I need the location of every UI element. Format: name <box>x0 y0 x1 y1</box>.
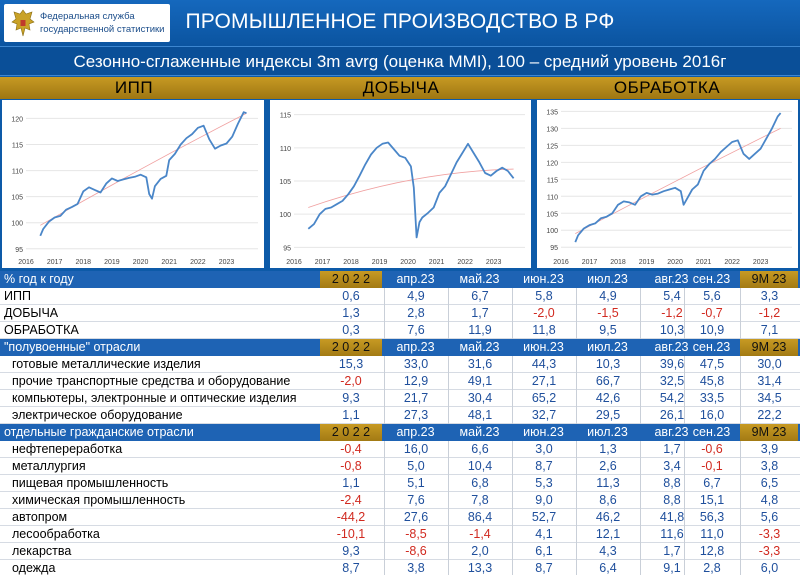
table-cell: -1,5 <box>576 305 639 322</box>
table-cell: 2,8 <box>684 560 739 575</box>
x-tick-label: 2023 <box>752 259 769 266</box>
table-row <box>0 458 800 475</box>
column-header: авг.23 <box>654 272 689 286</box>
table-group-header <box>0 339 800 356</box>
y-tick-label: 105 <box>279 179 291 186</box>
table-group-header <box>0 424 800 441</box>
table-cell: 10,9 <box>684 322 739 339</box>
table-cell: 4,9 <box>384 288 447 305</box>
table-cell: 4,3 <box>576 543 639 560</box>
row-label: ОБРАБОТКА <box>4 323 79 337</box>
table-cell: 11,8 <box>512 322 575 339</box>
table-cell: 7,6 <box>384 492 447 509</box>
row-label: компьютеры, электронные и оптические изделия <box>12 391 297 405</box>
y-tick-label: 95 <box>283 245 291 253</box>
logo-text-line2: государственной статистики <box>40 24 165 35</box>
rosstat-logo <box>4 4 170 42</box>
table-row <box>0 509 800 526</box>
table-cell: 1,7 <box>448 305 511 322</box>
column-header: май.23 <box>459 425 500 439</box>
table-cell: 6,0 <box>740 560 798 575</box>
row-label: электрическое оборудование <box>12 408 183 422</box>
column-header: авг.23 <box>654 425 689 439</box>
y-tick-label: 100 <box>279 212 291 220</box>
x-tick-label: 2023 <box>485 259 502 266</box>
table-cell: 39,6 <box>640 356 703 373</box>
table-cell: 6,4 <box>576 560 639 575</box>
table-cell: 11,0 <box>684 526 739 543</box>
table-cell: 6,1 <box>512 543 575 560</box>
chart-mining <box>270 100 531 268</box>
table-cell: -2,0 <box>512 305 575 322</box>
table-cell: 12,8 <box>684 543 739 560</box>
table-row <box>0 441 800 458</box>
table-cell: 6,7 <box>448 288 511 305</box>
table-cell: 13,3 <box>448 560 511 575</box>
column-header: июн.23 <box>523 425 564 439</box>
x-tick-label: 2018 <box>610 259 626 266</box>
y-tick-label: 115 <box>546 177 558 185</box>
table-cell: 10,3 <box>576 356 639 373</box>
table-cell: 0,6 <box>342 289 360 303</box>
table-cell: 9,3 <box>342 544 360 558</box>
table-cell: 6,6 <box>448 441 511 458</box>
row-label: готовые металлические изделия <box>12 357 201 371</box>
table-row <box>0 390 800 407</box>
row-label: ДОБЫЧА <box>4 306 59 320</box>
table-cell: 45,8 <box>684 373 739 390</box>
table-row <box>0 305 800 322</box>
eagle-emblem-icon <box>10 8 36 38</box>
table-cell: 16,0 <box>684 407 739 424</box>
trend-line <box>308 169 513 207</box>
x-tick-label: 2022 <box>457 259 473 266</box>
column-header: июн.23 <box>523 340 564 354</box>
table-cell: 66,7 <box>576 373 639 390</box>
table-cell: 4,9 <box>576 288 639 305</box>
x-tick-label: 2017 <box>46 259 63 266</box>
table-cell: 15,3 <box>338 357 364 371</box>
table-cell: 10,4 <box>448 458 511 475</box>
y-tick-label: 120 <box>546 160 558 168</box>
table-cell: 1,1 <box>342 408 360 422</box>
row-label: ИПП <box>4 289 31 303</box>
table-cell: 8,7 <box>342 561 360 575</box>
x-tick-label: 2016 <box>286 259 302 266</box>
table-cell: 42,6 <box>576 390 639 407</box>
x-tick-label: 2019 <box>371 259 388 266</box>
x-tick-label: 2018 <box>75 259 92 266</box>
table-cell: 1,3 <box>576 441 639 458</box>
table-cell: 1,3 <box>342 306 360 320</box>
table-cell: -3,3 <box>740 526 798 543</box>
table-cell: 44,3 <box>512 356 575 373</box>
table-cell: 5,1 <box>384 475 447 492</box>
column-header: май.23 <box>459 340 500 354</box>
column-header: сен.23 <box>692 340 731 354</box>
table-cell: 41,8 <box>640 509 703 526</box>
page-subtitle: Сезонно-сглаженные индексы 3m avrg (оценка MMI), 100 – средний уровень 2016г <box>73 52 727 71</box>
series-line <box>308 143 513 238</box>
table-cell: 27,3 <box>384 407 447 424</box>
x-tick-label: 2019 <box>104 259 120 266</box>
table-cell: 0,3 <box>342 323 360 337</box>
column-header: июл.23 <box>587 425 628 439</box>
table-cell: 12,1 <box>576 526 639 543</box>
table-cell: 8,8 <box>640 475 703 492</box>
table-cell: 86,4 <box>448 509 511 526</box>
table-cell: 11,3 <box>576 475 639 492</box>
table-cell: -0,4 <box>340 442 362 456</box>
table-cell: 2,0 <box>448 543 511 560</box>
table-cell: -0,6 <box>684 441 739 458</box>
table-cell: 6,5 <box>740 475 798 492</box>
table-row <box>0 288 800 305</box>
row-label: прочие транспортные средства и оборудование <box>12 374 291 388</box>
x-tick-label: 2016 <box>18 259 34 266</box>
chart-manufacturing <box>537 100 798 268</box>
table-cell: 3,8 <box>384 560 447 575</box>
chart-ipp <box>2 100 264 268</box>
table-cell: 48,1 <box>448 407 511 424</box>
table-cell: 3,8 <box>740 458 798 475</box>
table-cell: 12,9 <box>384 373 447 390</box>
table-cell: 30,0 <box>740 356 798 373</box>
y-tick-label: 135 <box>546 109 558 117</box>
row-label: пищевая промышленность <box>12 476 169 490</box>
table-cell: 3,0 <box>512 441 575 458</box>
y-tick-label: 110 <box>11 168 23 176</box>
column-header: июл.23 <box>587 272 628 286</box>
table-cell: -44,2 <box>336 510 366 524</box>
table-cell: 29,5 <box>576 407 639 424</box>
row-label: лекарства <box>12 544 72 558</box>
table-cell: 49,1 <box>448 373 511 390</box>
table-cell: 8,8 <box>640 492 703 509</box>
table-row <box>0 356 800 373</box>
series-line <box>40 112 246 236</box>
column-header: апр.23 <box>396 272 435 286</box>
table-cell: 5,8 <box>512 288 575 305</box>
table-cell: -1,4 <box>448 526 511 543</box>
x-tick-label: 2020 <box>400 259 416 266</box>
table-cell: -3,3 <box>740 543 798 560</box>
column-header: сен.23 <box>692 272 731 286</box>
x-tick-label: 2021 <box>428 259 445 266</box>
table-cell: 6,7 <box>684 475 739 492</box>
table-row <box>0 407 800 424</box>
x-tick-label: 2021 <box>161 259 177 266</box>
table-cell: 56,3 <box>684 509 739 526</box>
y-tick-label: 125 <box>546 143 558 151</box>
row-label: одежда <box>12 561 56 575</box>
table-cell: 1,7 <box>640 441 703 458</box>
table-cell: -2,4 <box>340 493 362 507</box>
table-cell: -10,1 <box>336 527 366 541</box>
table-cell: 7,8 <box>448 492 511 509</box>
table-cell: 7,1 <box>740 322 798 339</box>
table-cell: 3,4 <box>640 458 703 475</box>
table-cell: 52,7 <box>512 509 575 526</box>
table-cell: 2,6 <box>576 458 639 475</box>
group-title: % год к году <box>4 272 74 286</box>
table-cell: -0,7 <box>684 305 739 322</box>
table-cell: 10,3 <box>640 322 703 339</box>
table-cell: 3,9 <box>740 441 798 458</box>
table-cell: 9,0 <box>512 492 575 509</box>
x-tick-label: 2020 <box>132 259 149 266</box>
row-label: нефтепереработка <box>12 442 123 456</box>
table-cell: 1,7 <box>640 543 703 560</box>
table-cell: 5,4 <box>640 288 703 305</box>
table-cell: 15,1 <box>684 492 739 509</box>
table-cell: -8,5 <box>384 526 447 543</box>
series-line <box>575 113 780 242</box>
table-cell: 1,1 <box>342 476 360 490</box>
table-cell: 34,5 <box>740 390 798 407</box>
x-tick-label: 2022 <box>190 259 206 266</box>
table-cell: -1,2 <box>740 305 798 322</box>
x-tick-label: 2017 <box>581 259 598 266</box>
table-cell: 27,6 <box>384 509 447 526</box>
table-cell: 5,0 <box>384 458 447 475</box>
x-tick-label: 2021 <box>695 259 712 266</box>
column-header: 2 0 2 2 <box>320 424 382 441</box>
subtitle-bar <box>0 46 800 76</box>
y-tick-label: 105 <box>546 211 558 219</box>
table-row <box>0 322 800 339</box>
x-tick-label: 2022 <box>724 259 740 266</box>
x-tick-label: 2017 <box>314 259 331 266</box>
table-cell: 32,7 <box>512 407 575 424</box>
table-cell: 9,3 <box>342 391 360 405</box>
column-header: 2 0 2 2 <box>320 339 382 356</box>
group-title: "полувоенные" отрасли <box>4 340 141 354</box>
column-header: апр.23 <box>396 340 435 354</box>
group-title: отдельные гражданские отрасли <box>4 425 194 439</box>
row-label: лесообработка <box>12 527 100 541</box>
table-cell: 7,6 <box>384 322 447 339</box>
table-cell: -8,6 <box>384 543 447 560</box>
y-tick-label: 130 <box>546 126 558 134</box>
table-row <box>0 373 800 390</box>
table-cell: 8,6 <box>576 492 639 509</box>
table-cell: 65,2 <box>512 390 575 407</box>
table-cell: 31,4 <box>740 373 798 390</box>
y-tick-label: 115 <box>11 142 23 150</box>
y-tick-label: 110 <box>546 194 558 202</box>
table-cell: 2,8 <box>384 305 447 322</box>
row-label: автопром <box>12 510 68 524</box>
table-cell: 9,5 <box>576 322 639 339</box>
y-tick-label: 110 <box>279 145 291 153</box>
table-cell: 8,7 <box>512 560 575 575</box>
table-cell: -0,8 <box>340 459 362 473</box>
column-header: май.23 <box>459 272 500 286</box>
trend-line <box>575 128 780 233</box>
table-cell: 9,1 <box>640 560 703 575</box>
column-header: 9М 23 <box>740 271 798 288</box>
x-tick-label: 2018 <box>343 259 359 266</box>
table-row <box>0 475 800 492</box>
x-tick-label: 2020 <box>667 259 683 266</box>
table-cell: 16,0 <box>384 441 447 458</box>
table-group-header <box>0 271 800 288</box>
trend-line <box>40 113 246 225</box>
logo-text-line1: Федеральная служба <box>40 11 135 22</box>
y-tick-label: 95 <box>15 246 23 254</box>
table-row <box>0 543 800 560</box>
table-cell: -1,2 <box>640 305 703 322</box>
table-cell: 31,6 <box>448 356 511 373</box>
section-title-ipp: ИПП <box>0 77 268 99</box>
table-cell: 5,3 <box>512 475 575 492</box>
table-cell: 47,5 <box>684 356 739 373</box>
table-cell: 11,6 <box>640 526 703 543</box>
table-cell: 5,6 <box>740 509 798 526</box>
table-cell: 26,1 <box>640 407 703 424</box>
table-cell: 5,6 <box>684 288 739 305</box>
table-cell: 30,4 <box>448 390 511 407</box>
column-header: июн.23 <box>523 272 564 286</box>
table-cell: 11,9 <box>448 322 511 339</box>
page-title: ПРОМЫШЛЕННОЕ ПРОИЗВОДСТВО В РФ <box>185 10 615 33</box>
column-header: 9М 23 <box>740 339 798 356</box>
row-label: металлургия <box>12 459 86 473</box>
row-label: химическая промышленность <box>12 493 186 507</box>
x-tick-label: 2016 <box>553 259 569 266</box>
table-cell: -0,1 <box>684 458 739 475</box>
y-tick-label: 100 <box>546 228 558 236</box>
column-header: июл.23 <box>587 340 628 354</box>
y-tick-label: 115 <box>279 112 291 120</box>
table-cell: 33,5 <box>684 390 739 407</box>
x-tick-label: 2019 <box>638 259 655 266</box>
table-cell: 32,5 <box>640 373 703 390</box>
x-tick-label: 2023 <box>218 259 235 266</box>
section-title-mining: ДОБЫЧА <box>268 77 534 99</box>
table-cell: 22,2 <box>740 407 798 424</box>
table-cell: 4,1 <box>512 526 575 543</box>
table-cell: 3,3 <box>740 288 798 305</box>
section-title-manufacturing: ОБРАБОТКА <box>534 77 800 99</box>
table-cell: 21,7 <box>384 390 447 407</box>
table-row <box>0 492 800 509</box>
table-cell: 6,8 <box>448 475 511 492</box>
column-header: 2 0 2 2 <box>320 271 382 288</box>
table-cell: 46,2 <box>576 509 639 526</box>
table-cell: -2,0 <box>340 374 362 388</box>
column-header: авг.23 <box>654 340 689 354</box>
table-cell: 54,2 <box>640 390 703 407</box>
table-cell: 33,0 <box>384 356 447 373</box>
table-cell: 27,1 <box>512 373 575 390</box>
header <box>0 0 800 46</box>
y-tick-label: 105 <box>11 194 23 202</box>
y-tick-label: 95 <box>550 245 558 253</box>
column-header: сен.23 <box>692 425 731 439</box>
table-row <box>0 560 800 575</box>
table-row <box>0 526 800 543</box>
column-header: апр.23 <box>396 425 435 439</box>
y-tick-label: 120 <box>11 116 23 124</box>
y-tick-label: 100 <box>11 220 23 228</box>
table-cell: 8,7 <box>512 458 575 475</box>
table-cell: 4,8 <box>740 492 798 509</box>
column-header: 9М 23 <box>740 424 798 441</box>
